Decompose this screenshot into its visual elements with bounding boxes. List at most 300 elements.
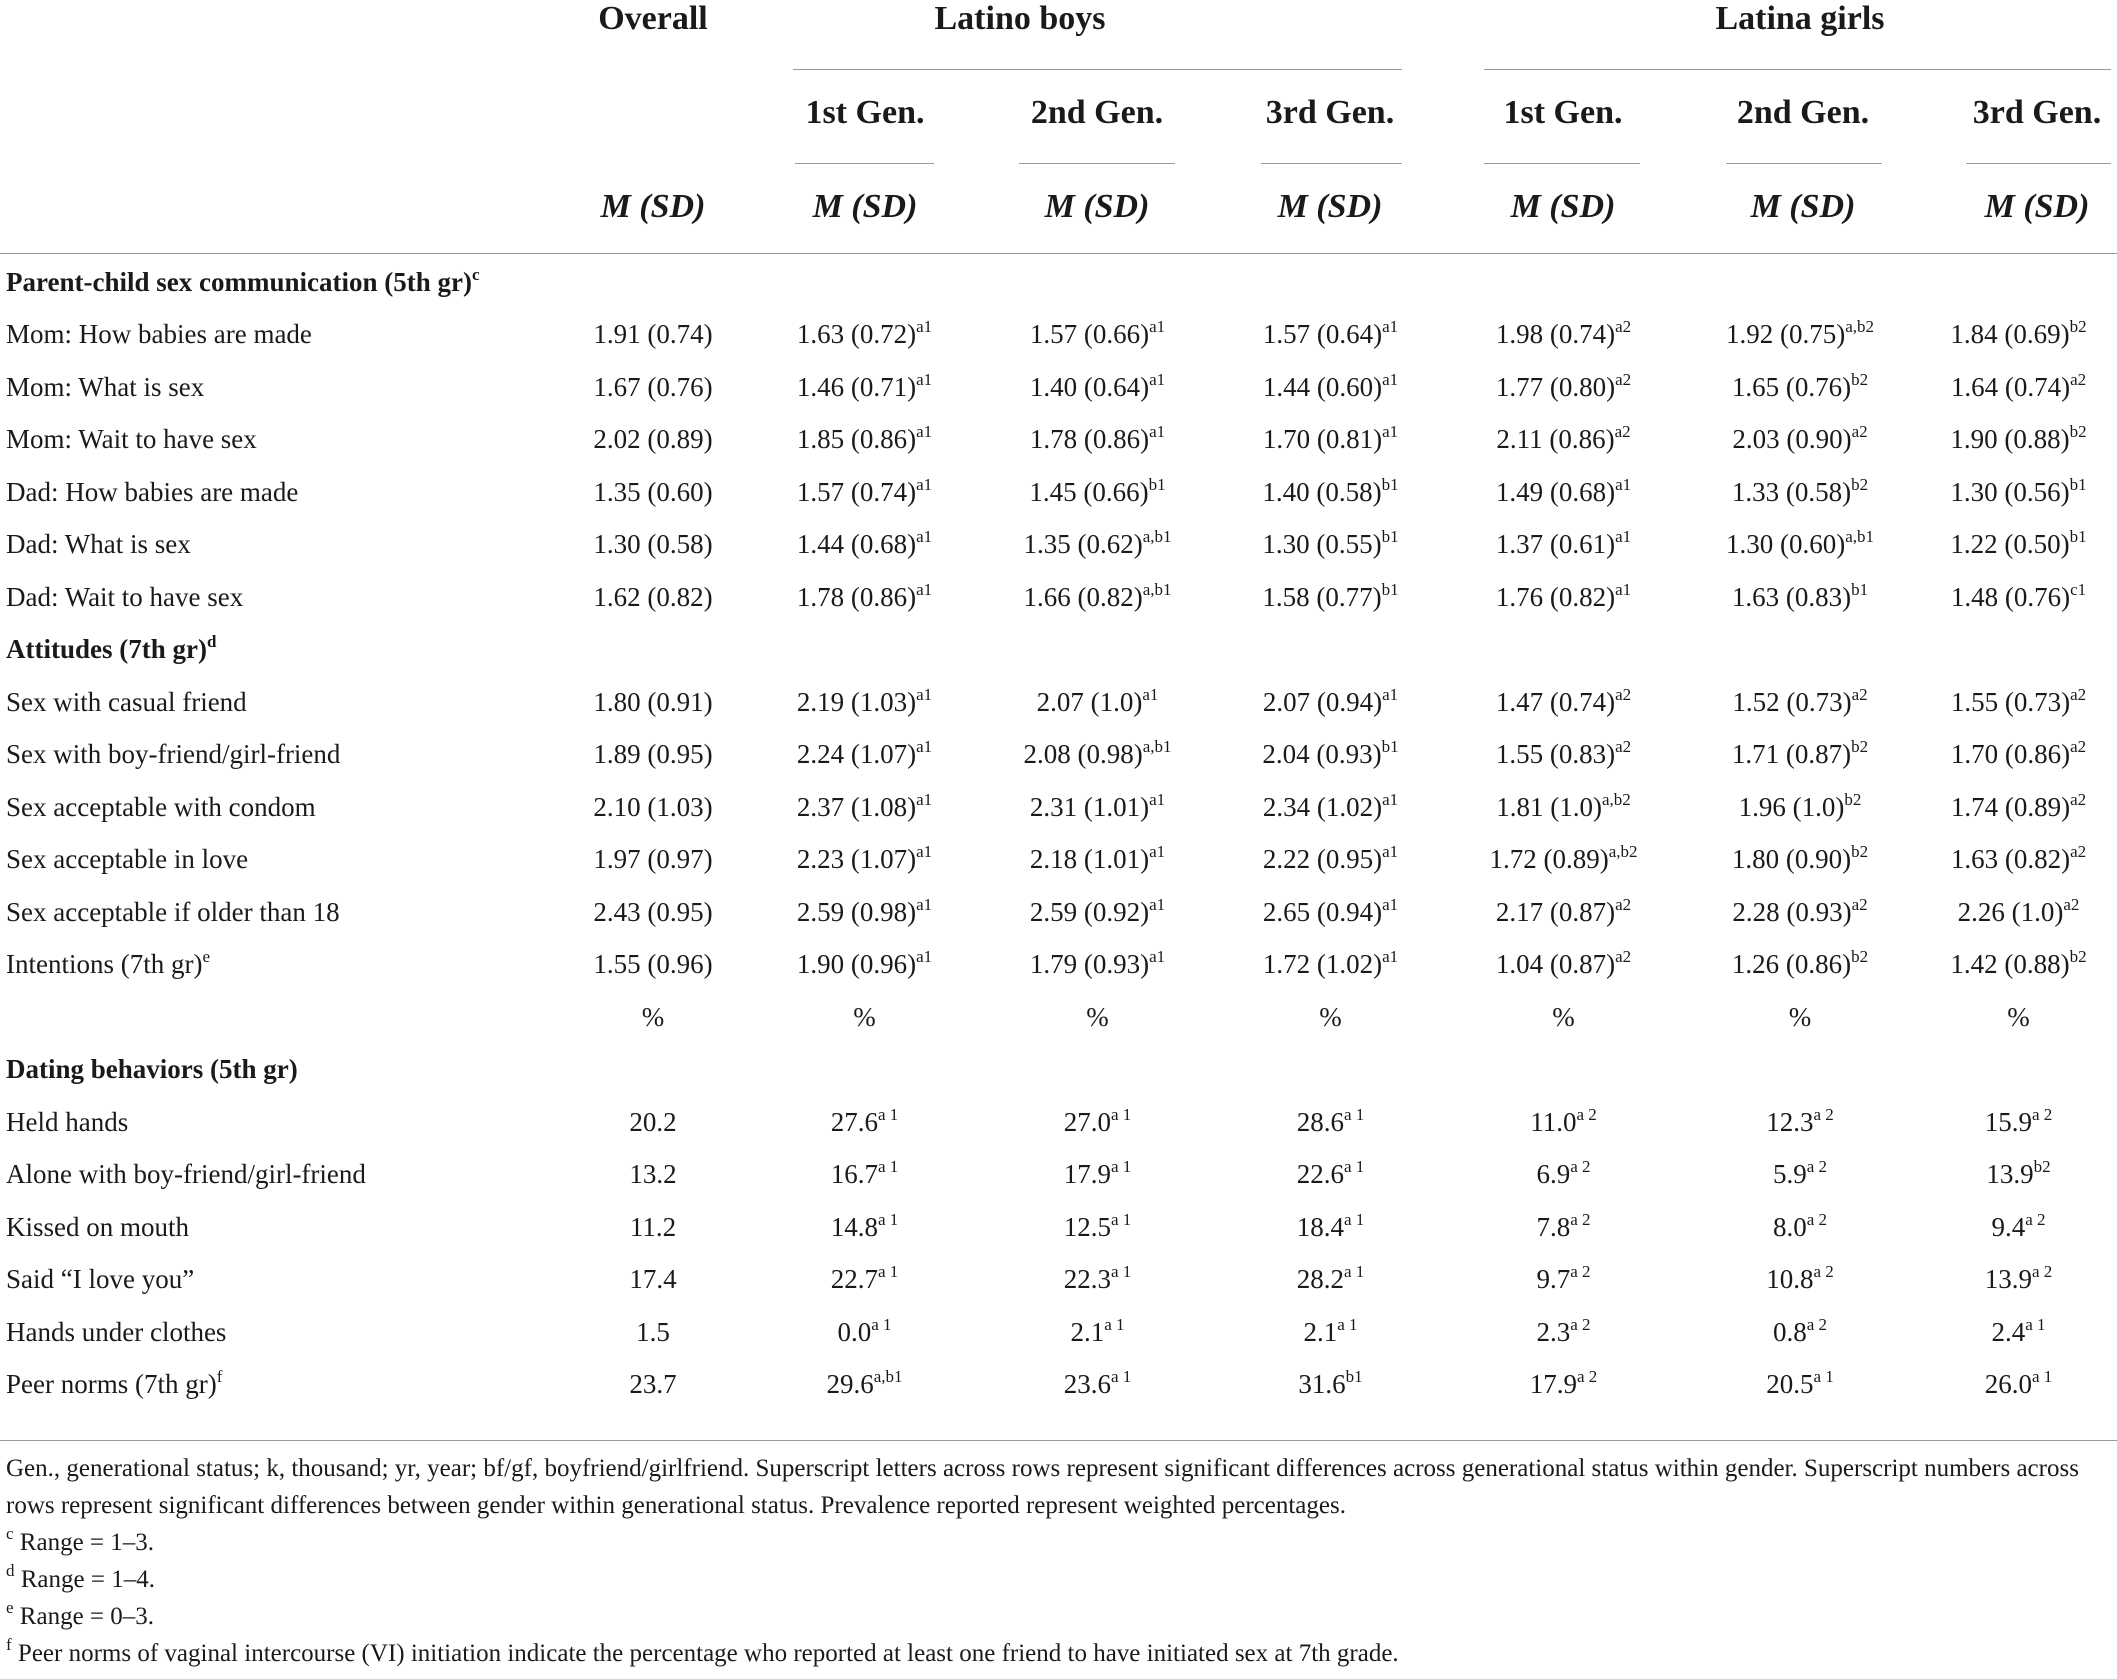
group-value: 2.59 (0.92) xyxy=(1029,896,1150,927)
group-value-cell xyxy=(1214,466,1447,519)
data-table xyxy=(0,256,2117,1411)
group-value-cell xyxy=(1680,886,1920,939)
header-overall: Overall xyxy=(598,0,708,37)
significance-mark: a1 xyxy=(916,789,933,809)
footnote-text: Range = 1–4. xyxy=(20,1566,155,1593)
significance-mark: a 2 xyxy=(1806,1314,1828,1334)
group-value: 12.3 xyxy=(1766,1106,1814,1137)
group-value-cell xyxy=(981,781,1214,834)
group-value-cell xyxy=(748,571,981,624)
group-value-cell xyxy=(1447,834,1680,887)
significance-mark: a1 xyxy=(916,842,933,862)
significance-mark: b1 xyxy=(2069,527,2087,547)
significance-mark: c1 xyxy=(2070,579,2087,599)
group-value: 1.76 (0.82) xyxy=(1495,581,1616,612)
group-value-cell xyxy=(1680,1359,1920,1412)
group-value-cell xyxy=(1920,1359,2117,1412)
header-stat-girls-2nd: M (SD) xyxy=(1750,188,1856,225)
significance-mark: a2 xyxy=(1851,422,1868,442)
group-value: 2.3 xyxy=(1536,1316,1571,1347)
group-value-cell xyxy=(1447,781,1680,834)
group-value: 2.1 xyxy=(1303,1316,1338,1347)
group-value: 1.96 (1.0) xyxy=(1738,791,1845,822)
group-value-cell xyxy=(1214,309,1447,362)
significance-mark: a 1 xyxy=(1343,1157,1365,1177)
significance-mark: a 1 xyxy=(877,1209,899,1229)
significance-mark: a2 xyxy=(1851,684,1868,704)
group-value: 2.23 (1.07) xyxy=(796,844,917,875)
group-value-cell xyxy=(1214,834,1447,887)
footnote-mark: c xyxy=(471,264,480,284)
significance-mark: a 2 xyxy=(1806,1209,1828,1229)
group-value: 1.70 (0.81) xyxy=(1262,424,1383,455)
footnote-mark: f xyxy=(6,1634,12,1654)
group-value: 2.17 (0.87) xyxy=(1495,896,1616,927)
row-label: Mom: What is sex xyxy=(6,371,205,402)
section-title: Attitudes (7th gr) xyxy=(6,634,207,665)
significance-mark: a1 xyxy=(1142,684,1159,704)
header-boys-1st-gen: 1st Gen. xyxy=(805,94,925,131)
group-value: 1.22 (0.50) xyxy=(1950,529,2070,560)
row-label-cell xyxy=(0,309,558,362)
significance-mark: a2 xyxy=(1615,684,1632,704)
group-value-cell xyxy=(1680,361,1920,414)
group-value: 1.90 (0.96) xyxy=(796,949,917,980)
row-label-cell xyxy=(0,939,558,992)
group-value: 31.6 xyxy=(1298,1369,1346,1400)
overall-value: 23.7 xyxy=(629,1369,677,1400)
significance-mark: a,b2 xyxy=(1608,842,1638,862)
group-value: 1.35 (0.62) xyxy=(1023,529,1143,560)
header-latino-boys: Latino boys xyxy=(934,0,1106,37)
group-value-cell xyxy=(748,309,981,362)
group-value-cell xyxy=(981,309,1214,362)
significance-mark: a1 xyxy=(1382,684,1399,704)
group-value: 17.9 xyxy=(1063,1159,1111,1190)
significance-mark: b2 xyxy=(2033,1157,2051,1177)
group-value-cell xyxy=(1447,729,1680,782)
row-label-cell xyxy=(0,1306,558,1359)
overall-value: 1.62 (0.82) xyxy=(593,581,713,612)
significance-mark: a 1 xyxy=(2031,1367,2053,1387)
rule-boys-1st xyxy=(795,163,934,164)
rule-girls-2nd xyxy=(1726,163,1882,164)
group-value-cell xyxy=(1920,834,2117,887)
row-label-cell xyxy=(0,886,558,939)
group-value: 1.48 (0.76) xyxy=(1950,581,2071,612)
row-label: Kissed on mouth xyxy=(6,1211,190,1242)
significance-mark: a2 xyxy=(2070,369,2087,389)
group-value: 16.7 xyxy=(830,1159,878,1190)
group-value-cell xyxy=(1447,1254,1680,1307)
group-value: 1.74 (0.89) xyxy=(1950,791,2071,822)
group-value: 2.11 (0.86) xyxy=(1496,424,1615,455)
table-header xyxy=(0,0,2117,254)
overall-value: 1.80 (0.91) xyxy=(593,686,713,717)
significance-mark: a 2 xyxy=(1570,1262,1591,1282)
group-value: 1.63 (0.82) xyxy=(1950,844,2071,875)
group-value: 2.07 (0.94) xyxy=(1262,686,1383,717)
percent-symbol: % xyxy=(1319,1001,1342,1032)
group-value-cell xyxy=(748,834,981,887)
group-value: 1.58 (0.77) xyxy=(1262,581,1382,612)
group-value-cell xyxy=(1447,309,1680,362)
footnote-text: Range = 0–3. xyxy=(19,1603,155,1630)
significance-mark: b1 xyxy=(1345,1367,1363,1387)
header-bottom-rule xyxy=(0,253,2117,254)
significance-mark: a1 xyxy=(916,579,933,599)
group-value-cell xyxy=(1920,1149,2117,1202)
overall-value: 2.02 (0.89) xyxy=(593,424,713,455)
significance-mark: a1 xyxy=(1149,317,1166,337)
significance-mark: a1 xyxy=(916,317,933,337)
group-value: 1.70 (0.86) xyxy=(1950,739,2071,770)
group-value-cell xyxy=(748,781,981,834)
overall-value: 1.5 xyxy=(636,1316,670,1347)
group-value: 2.59 (0.98) xyxy=(796,896,917,927)
group-value: 1.72 (0.89) xyxy=(1489,844,1609,875)
row-label: Mom: Wait to have sex xyxy=(6,424,257,455)
rule-latina-girls xyxy=(1484,69,2111,70)
significance-mark: a 1 xyxy=(1813,1367,1834,1387)
significance-mark: a,b1 xyxy=(873,1367,903,1387)
group-value-cell xyxy=(1447,519,1680,572)
group-value-cell xyxy=(1920,886,2117,939)
table-row xyxy=(0,1149,2117,1202)
group-value-cell xyxy=(1447,939,1680,992)
rule-boys-3rd xyxy=(1261,163,1402,164)
overall-value: 11.2 xyxy=(629,1211,677,1242)
group-value-cell xyxy=(1680,414,1920,467)
group-value: 1.37 (0.61) xyxy=(1495,529,1616,560)
significance-mark: a 1 xyxy=(1343,1104,1365,1124)
significance-mark: b2 xyxy=(1851,737,1869,757)
significance-mark: a 1 xyxy=(877,1262,899,1282)
table-bottom-rule xyxy=(0,1440,2117,1441)
group-value-cell xyxy=(1214,1201,1447,1254)
group-value: 20.5 xyxy=(1766,1369,1814,1400)
row-label: Held hands xyxy=(6,1106,129,1137)
group-value-cell xyxy=(748,676,981,729)
group-value: 1.57 (0.74) xyxy=(796,476,917,507)
group-value: 1.40 (0.64) xyxy=(1029,371,1150,402)
group-value: 1.90 (0.88) xyxy=(1950,424,2070,455)
group-value-cell xyxy=(1680,1201,1920,1254)
group-value: 12.5 xyxy=(1063,1211,1111,1242)
section-title: Dating behaviors (5th gr) xyxy=(6,1054,298,1085)
significance-mark: a1 xyxy=(1615,579,1632,599)
group-value: 29.6 xyxy=(826,1369,874,1400)
group-value-cell xyxy=(748,729,981,782)
significance-mark: a,b2 xyxy=(1601,789,1631,809)
significance-mark: a 1 xyxy=(877,1104,899,1124)
group-value: 2.24 (1.07) xyxy=(796,739,917,770)
group-value-cell xyxy=(1680,1149,1920,1202)
group-value-cell xyxy=(1920,309,2117,362)
group-value: 1.46 (0.71) xyxy=(796,371,917,402)
overall-value: 20.2 xyxy=(629,1106,677,1137)
group-value: 1.66 (0.82) xyxy=(1023,581,1143,612)
significance-mark: a1 xyxy=(916,737,933,757)
group-value-cell xyxy=(1447,414,1680,467)
significance-mark: a 2 xyxy=(1570,1314,1591,1334)
section-row-dating xyxy=(0,1044,2117,1097)
group-value: 22.3 xyxy=(1063,1264,1111,1295)
group-value-cell xyxy=(748,361,981,414)
header-boys-3rd-gen: 3rd Gen. xyxy=(1265,94,1395,131)
group-value-cell xyxy=(981,1306,1214,1359)
group-value: 2.28 (0.93) xyxy=(1732,896,1852,927)
significance-mark: a1 xyxy=(1382,894,1399,914)
row-label-cell xyxy=(0,1149,558,1202)
significance-mark: a,b2 xyxy=(1845,317,1875,337)
group-value: 1.80 (0.90) xyxy=(1731,844,1852,875)
header-girls-1st-gen: 1st Gen. xyxy=(1503,94,1623,131)
group-value: 14.8 xyxy=(830,1211,878,1242)
table-row xyxy=(0,414,2117,467)
footnote-text: Range = 1–3. xyxy=(19,1529,155,1556)
group-value: 1.45 (0.66) xyxy=(1029,476,1149,507)
group-value-cell xyxy=(1447,1096,1680,1149)
significance-mark: a2 xyxy=(2070,789,2087,809)
row-label-cell xyxy=(0,1201,558,1254)
table-row xyxy=(0,939,2117,992)
group-value-cell xyxy=(1214,414,1447,467)
group-value: 1.79 (0.93) xyxy=(1029,949,1150,980)
group-value: 23.6 xyxy=(1063,1369,1111,1400)
group-value: 9.4 xyxy=(1991,1211,2026,1242)
significance-mark: a,b1 xyxy=(1142,737,1172,757)
footnote-text: Peer norms of vaginal intercourse (VI) initiation indicate the percentage who reported at least one friend to have initiated sex at 7th grade. xyxy=(17,1640,1399,1667)
table-row xyxy=(0,309,2117,362)
significance-mark: a 1 xyxy=(1343,1262,1365,1282)
group-value-cell xyxy=(1680,834,1920,887)
overall-value: 1.91 (0.74) xyxy=(593,319,713,350)
group-value-cell xyxy=(1214,676,1447,729)
group-value-cell xyxy=(1920,1201,2117,1254)
significance-mark: b2 xyxy=(1851,842,1869,862)
header-stat-boys-2nd: M (SD) xyxy=(1044,188,1150,225)
footnote-d xyxy=(6,1561,2111,1598)
group-value: 1.84 (0.69) xyxy=(1950,319,2070,350)
group-value: 1.42 (0.88) xyxy=(1950,949,2070,980)
group-value-cell xyxy=(748,519,981,572)
group-value-cell xyxy=(1214,361,1447,414)
group-value-cell xyxy=(748,1096,981,1149)
significance-mark: b2 xyxy=(2069,422,2087,442)
group-value-cell xyxy=(1920,729,2117,782)
row-label: Said “I love you” xyxy=(6,1264,195,1295)
row-label: Dad: What is sex xyxy=(6,529,191,560)
significance-mark: b1 xyxy=(1148,474,1166,494)
group-value-cell xyxy=(1920,939,2117,992)
group-value: 5.9 xyxy=(1772,1159,1807,1190)
group-value: 2.04 (0.93) xyxy=(1262,739,1382,770)
significance-mark: a 2 xyxy=(1813,1104,1834,1124)
table-row xyxy=(0,1254,2117,1307)
group-value-cell xyxy=(981,1096,1214,1149)
overall-value: 1.67 (0.76) xyxy=(593,371,713,402)
group-value: 2.65 (0.94) xyxy=(1262,896,1383,927)
group-value: 2.1 xyxy=(1070,1316,1105,1347)
significance-mark: a 1 xyxy=(1110,1367,1132,1387)
group-value-cell xyxy=(1447,676,1680,729)
group-value-cell xyxy=(981,886,1214,939)
group-value: 22.6 xyxy=(1296,1159,1344,1190)
group-value: 27.6 xyxy=(830,1106,878,1137)
header-stat-girls-1st: M (SD) xyxy=(1510,188,1616,225)
group-value: 27.0 xyxy=(1063,1106,1111,1137)
group-value-cell xyxy=(1920,1306,2117,1359)
table-row xyxy=(0,519,2117,572)
group-value-cell xyxy=(748,939,981,992)
row-label: Alone with boy-friend/girl-friend xyxy=(6,1159,366,1190)
group-value: 11.0 xyxy=(1530,1106,1577,1137)
group-value: 1.40 (0.58) xyxy=(1262,476,1382,507)
footnote-f xyxy=(6,1635,2111,1672)
group-value: 1.26 (0.86) xyxy=(1731,949,1852,980)
row-label-cell xyxy=(0,361,558,414)
significance-mark: a2 xyxy=(1615,737,1632,757)
table-row xyxy=(0,834,2117,887)
significance-mark: a1 xyxy=(916,474,933,494)
group-value-cell xyxy=(981,571,1214,624)
percent-symbol: % xyxy=(1788,1001,1812,1032)
overall-value: 2.43 (0.95) xyxy=(593,896,713,927)
group-value: 13.9 xyxy=(1984,1264,2032,1295)
group-value-cell xyxy=(981,414,1214,467)
header-stat-boys-1st: M (SD) xyxy=(812,188,918,225)
group-value: 2.4 xyxy=(1991,1316,2026,1347)
group-value-cell xyxy=(981,519,1214,572)
group-value: 1.52 (0.73) xyxy=(1732,686,1852,717)
group-value-cell xyxy=(1680,1306,1920,1359)
table-row xyxy=(0,1306,2117,1359)
significance-mark: b2 xyxy=(1851,947,1869,967)
significance-mark: a 2 xyxy=(2031,1104,2053,1124)
significance-mark: a1 xyxy=(1382,842,1399,862)
group-value-cell xyxy=(748,414,981,467)
significance-mark: a2 xyxy=(1615,317,1632,337)
table-row xyxy=(0,1201,2117,1254)
notes-main: Gen., generational status; k, thousand; yr, year; bf/gf, boyfriend/girlfriend. Superscript letters across rows represent significant differences across generational status within gender. Superscript numbers across rows represent significant differences between gender within generational status. Prevalence reported represent weighted percentages. xyxy=(6,1455,2079,1519)
significance-mark: a1 xyxy=(1149,947,1166,967)
row-label: Hands under clothes xyxy=(6,1316,227,1347)
rule-girls-3rd xyxy=(1966,163,2111,164)
group-value: 9.7 xyxy=(1536,1264,1571,1295)
significance-mark: a1 xyxy=(1149,369,1166,389)
table-row xyxy=(0,1096,2117,1149)
group-value-cell xyxy=(1214,519,1447,572)
group-value-cell xyxy=(981,466,1214,519)
header-boys-2nd-gen: 2nd Gen. xyxy=(1030,94,1164,131)
group-value-cell xyxy=(981,729,1214,782)
group-value-cell xyxy=(1447,1359,1680,1412)
group-value-cell xyxy=(1214,1254,1447,1307)
footnote-mark: d xyxy=(6,1560,15,1580)
significance-mark: a1 xyxy=(1382,422,1399,442)
table-row xyxy=(0,886,2117,939)
group-value: 1.85 (0.86) xyxy=(796,424,917,455)
group-value: 28.6 xyxy=(1296,1106,1344,1137)
significance-mark: a 1 xyxy=(1110,1262,1132,1282)
significance-mark: a2 xyxy=(1614,422,1631,442)
overall-value: 1.89 (0.95) xyxy=(593,739,713,770)
group-value-cell xyxy=(1680,571,1920,624)
overall-value: 1.35 (0.60) xyxy=(593,476,713,507)
footnote-mark: c xyxy=(6,1523,14,1543)
group-value-cell xyxy=(1214,939,1447,992)
significance-mark: a 2 xyxy=(1576,1104,1597,1124)
significance-mark: a2 xyxy=(1615,369,1632,389)
significance-mark: a2 xyxy=(2070,684,2087,704)
group-value-cell xyxy=(748,1254,981,1307)
group-value: 28.2 xyxy=(1296,1264,1344,1295)
row-label: Sex acceptable if older than 18 xyxy=(6,896,340,927)
section-row-communication xyxy=(0,256,2117,309)
group-value-cell xyxy=(748,1201,981,1254)
significance-mark: a1 xyxy=(916,894,933,914)
percent-symbol: % xyxy=(641,1001,665,1032)
group-value-cell xyxy=(981,676,1214,729)
group-value-cell xyxy=(748,466,981,519)
group-value-cell xyxy=(1214,1359,1447,1412)
significance-mark: a,b1 xyxy=(1142,527,1172,547)
significance-mark: a 1 xyxy=(1343,1209,1365,1229)
percent-symbol: % xyxy=(1552,1001,1575,1032)
group-value: 1.30 (0.55) xyxy=(1262,529,1382,560)
group-value: 1.78 (0.86) xyxy=(1029,424,1150,455)
group-value: 10.8 xyxy=(1766,1264,1814,1295)
overall-value: 17.4 xyxy=(629,1264,677,1295)
significance-mark: b2 xyxy=(1844,789,1862,809)
group-value-cell xyxy=(1680,781,1920,834)
header-stat-girls-3rd: M (SD) xyxy=(1984,188,2090,225)
group-value: 1.30 (0.60) xyxy=(1725,529,1846,560)
group-value-cell xyxy=(748,886,981,939)
group-value-cell xyxy=(981,1359,1214,1412)
group-value: 1.98 (0.74) xyxy=(1495,319,1616,350)
significance-mark: a 2 xyxy=(1570,1157,1591,1177)
significance-mark: a1 xyxy=(1382,789,1399,809)
row-label-cell xyxy=(0,729,558,782)
significance-mark: b2 xyxy=(1851,474,1869,494)
section-row-attitudes xyxy=(0,624,2117,677)
group-value-cell xyxy=(1920,781,2117,834)
group-value-cell xyxy=(1214,886,1447,939)
row-label-cell xyxy=(0,781,558,834)
group-value: 1.63 (0.72) xyxy=(796,319,917,350)
group-value: 1.44 (0.60) xyxy=(1262,371,1383,402)
table-row xyxy=(0,1359,2117,1412)
significance-mark: a,b1 xyxy=(1845,527,1875,547)
significance-mark: a 1 xyxy=(2025,1314,2046,1334)
header-girls-3rd-gen: 3rd Gen. xyxy=(1972,94,2102,131)
table-row xyxy=(0,781,2117,834)
group-value: 1.72 (1.02) xyxy=(1262,949,1383,980)
significance-mark: b2 xyxy=(2069,317,2087,337)
group-value: 18.4 xyxy=(1296,1211,1344,1242)
row-label-cell xyxy=(0,1359,558,1412)
group-value-cell xyxy=(1447,571,1680,624)
group-value-cell xyxy=(981,939,1214,992)
group-value-cell xyxy=(1920,466,2117,519)
table-row xyxy=(0,466,2117,519)
group-value: 1.44 (0.68) xyxy=(796,529,917,560)
group-value-cell xyxy=(981,1149,1214,1202)
group-value: 17.9 xyxy=(1529,1369,1577,1400)
group-value-cell xyxy=(1920,571,2117,624)
